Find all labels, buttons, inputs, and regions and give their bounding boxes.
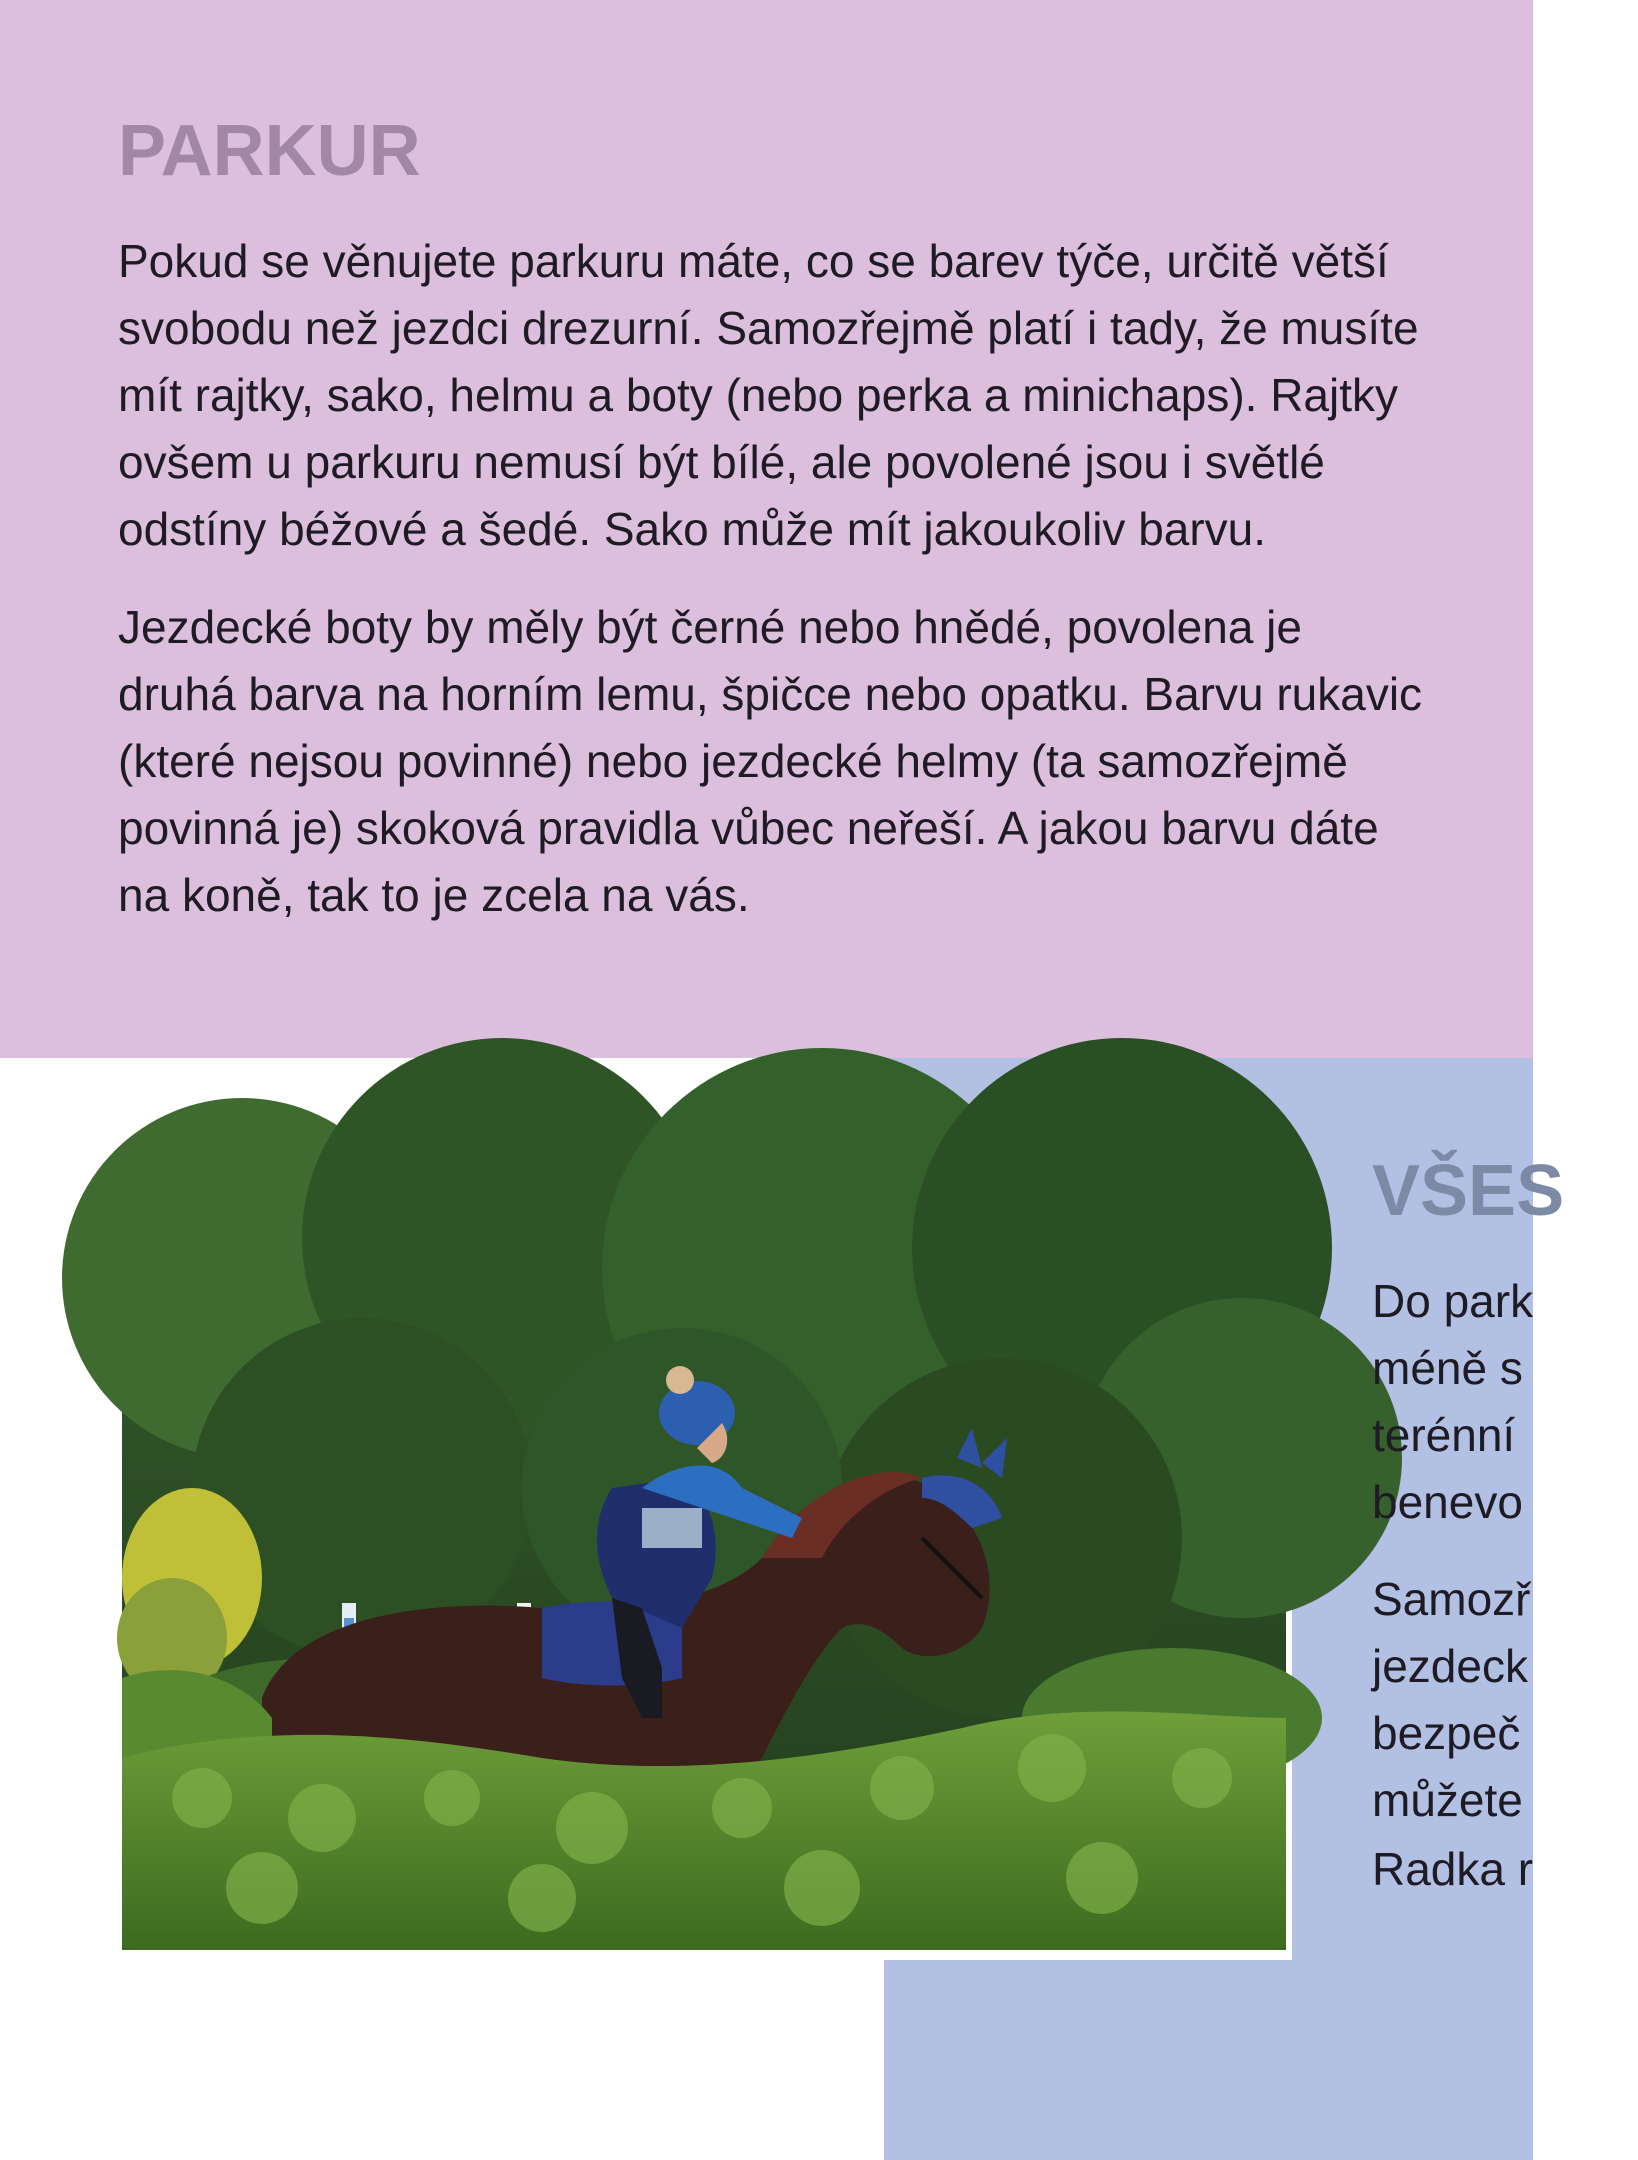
text-line: jezdeck <box>1372 1640 1528 1692</box>
vseob-paragraph-2 <box>1372 1566 1530 1834</box>
parkur-paragraph-2 <box>118 594 1638 929</box>
text-line: odstíny béžové a šedé. Sako může mít jakoukoliv barvu. <box>118 503 1267 555</box>
text-line: na koně, tak to je zcela na vás. <box>118 869 750 921</box>
text-line: můžete <box>1372 1774 1523 1826</box>
text-line: terénní <box>1372 1409 1516 1461</box>
parkur-heading: PARKUR <box>118 111 421 191</box>
parkur-section <box>0 0 1533 1058</box>
text-line: ovšem u parkuru nemusí být bílé, ale povolené jsou i světlé <box>118 436 1325 488</box>
text-line: bezpeč <box>1372 1707 1521 1759</box>
text-line: Pokud se věnujete parkuru máte, co se barev týče, určitě větší <box>118 235 1389 287</box>
text-line: svobodu než jezdci drezurní. Samozřejmě platí i tady, že musíte <box>118 302 1419 354</box>
text-line: druhá barva na horním lemu, špičce nebo opatku. Barvu rukavic <box>118 668 1423 720</box>
text-line: povinná je) skoková pravidla vůbec neřeší. A jakou barvu dáte <box>118 802 1379 854</box>
text-line: Do park <box>1372 1275 1534 1327</box>
vseob-paragraph-3 <box>1372 1836 1533 1903</box>
vseob-heading: VŠES <box>1372 1151 1565 1231</box>
text-line: Samozř <box>1372 1573 1531 1625</box>
parkur-paragraph-1 <box>118 228 1638 563</box>
text-line: (které nejsou povinné) nebo jezdecké helmy (ta samozřejmě <box>118 735 1348 787</box>
text-line: mít rajtky, sako, helmu a boty (nebo perka a minichaps). Rajtky <box>118 369 1399 421</box>
text-line: méně s <box>1372 1342 1523 1394</box>
text-line: Radka r <box>1372 1843 1534 1895</box>
photo-rider-jumping-hedge <box>122 1158 1286 1950</box>
vseob-paragraph-1 <box>1372 1268 1533 1536</box>
text-line: benevo <box>1372 1476 1523 1528</box>
text-line: Jezdecké boty by měly být černé nebo hnědé, povolena je <box>118 601 1302 653</box>
photo-frame <box>116 1148 1292 1960</box>
